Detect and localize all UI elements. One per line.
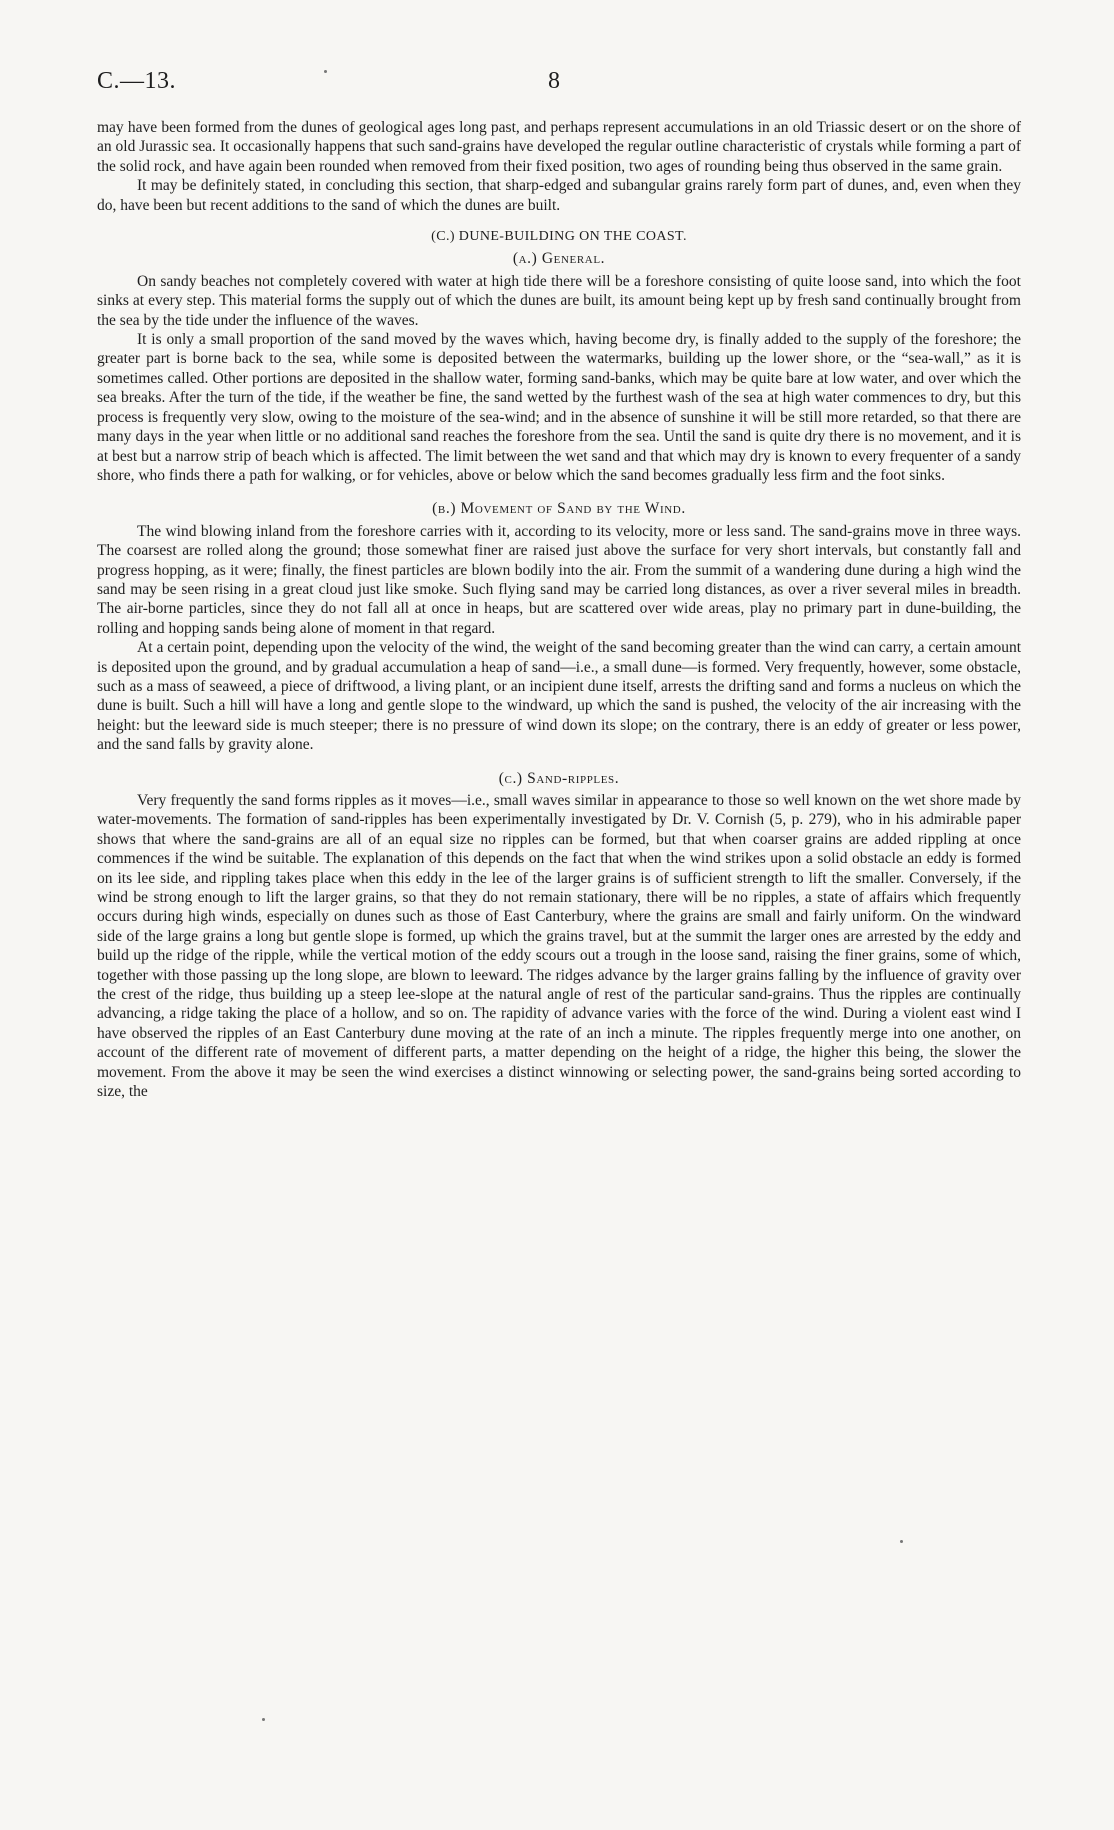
section-heading-dune-building: (C.) DUNE-BUILDING ON THE COAST. xyxy=(431,229,687,245)
paragraph-movement-2: At a certain point, depending upon the velocity of the wind, the weight of the sand becoming greater than the wind can carry, a certain amount is deposited upon the ground, and by gradual accumulation a heap of sand—i.e., a small dune—is formed. Very frequently, however, some obstacle, such as a mass of seaweed, a piece of driftwood, a living plant, or an incipient dune itself, arrests the drifting sand and forms a nucleus on which the dune is built. Such a hill will have a long and gentle slope to the windward, up which the sand is pushed, the velocity of the air increasing with the height: but the leeward side is much steeper; there is no pressure of wind down its slope; on the contrary, there is an eddy of greater or less power, and the sand falls by gravity alone. xyxy=(97,639,1021,754)
paragraph-movement-1: The wind blowing inland from the foreshore carries with it, according to its velocity, more or less sand. The sand-grains move in three ways. The coarsest are rolled along the ground; those somewhat finer are raised just above the surface for very short intervals, but constantly fall and progress hopping, as it were; finally, the finest particles are blown bodily into the air. From the summit of a wandering dune during a high wind the sand may be seen rising in a great cloud just like smoke. Such flying sand may be carried long distances, as over a river several miles in breadth. The air-borne particles, since they do not fall all at once in heaps, but are scattered over wide areas, play no primary part in dune-building, the rolling and hopping sands being alone of moment in that regard. xyxy=(97,522,1021,637)
paragraph-general-1: On sandy beaches not completely covered with water at high tide there will be a foreshore consisting of quite loose sand, into which the foot sinks at every step. This material forms the supply out of which the dunes are built, its amount being kept up by fresh sand continually brought from the sea by the tide under the influence of the waves. xyxy=(97,272,1021,329)
paragraph-general-2: It is only a small proportion of the sand moved by the waves which, having become dry, is finally added to the supply of the foreshore; the greater part is borne back to the sea, while some is deposited between the watermarks, building up the lower shore, or the “sea-wall,” as it is sometimes called. Other portions are deposited in the shallow water, forming sand-banks, which may be quite bare at low water, and over which the sea breaks. After the turn of the tide, if the weather be fine, the sand wetted by the furthest wash of the sea at high water commences to dry, but this process is frequently very slow, owing to the moisture of the sea-wind; and in the absence of sunshine it will be still more retarded, so that there are many days in the year when little or no additional sand reaches the foreshore from the sea. Until the sand is quite dry there is no movement, and it is at best but a narrow strip of beach which is affected. The limit between the wet sand and that which may dry is known to every frequenter of a sandy shore, who finds there a path for walking, or for vehicles, above or below which the sand becomes gradually less firm and the foot sinks. xyxy=(97,331,1021,484)
print-speck xyxy=(324,70,327,73)
subsection-heading-movement-of-sand: (b.) Movement of Sand by the Wind. xyxy=(432,500,686,518)
print-speck xyxy=(262,1718,265,1721)
body-text xyxy=(97,118,1021,1102)
subsection-heading-sand-ripples: (c.) Sand-ripples. xyxy=(498,769,620,787)
paragraph-intro-conclusion: It may be definitely stated, in concluding this section, that sharp-edged and subangular grains rarely form part of dunes, and, even when they do, have been but recent additions to the sand of which the dunes are built. xyxy=(97,177,1021,214)
paragraph-intro-continued: may have been formed from the dunes of geological ages long past, and perhaps represent accumulations in an old Triassic desert or on the shore of an old Jurassic sea. It occasionally happens that such sand-grains have developed the regular outline characteristic of crystals while forming a part of the solid rock, and have again been rounded when removed from their fixed position, two ages of rounding being thus observed in the same grain. xyxy=(97,119,1021,175)
subsection-heading-general: (a.) General. xyxy=(512,250,606,268)
paragraph-sand-ripples: Very frequently the sand forms ripples as it moves—i.e., small waves similar in appearance to those so well known on the wet shore made by water-movements. The formation of sand-ripples has been experimentally investigated by Dr. V. Cornish (5, p. 279), who in his admirable paper shows that where the sand-grains are all of an equal size no ripples can be formed, but that when coarser grains are added rippling at once commences if the wind be suitable. The explanation of this depends on the fact that when the wind strikes upon a solid obstacle an eddy is formed on its lee side, and rippling takes place when this eddy in the lee of the larger grains is of sufficient strength to lift the smaller. Conversely, if the wind be strong enough to lift the larger grains, so that they do not remain stationary, there will be no ripples, a state of affairs which frequently occurs during high winds, especially on dunes such as those of East Canterbury, where the grains are small and fairly uniform. On the windward side of the large grains a long but gentle slope is formed, up which the grains travel, but at the summit the larger ones are arrested by the eddy and build up the ridge of the ripple, while the vertical motion of the eddy scours out a trough in the loose sand, raising the finer grains, some of which, together with those passing up the long slope, are blown to leeward. The ridges advance by the larger grains falling by the influence of gravity over the crest of the ridge, thus building up a steep lee-slope at the natural angle of rest of the particular sand-grains. Thus the ripples are continually advancing, a ridge taking the place of a hollow, and so on. The rapidity of advance varies with the force of the wind. During a violent east wind I have observed the ripples of an East Canterbury dune moving at the rate of an inch a minute. The ripples frequently merge into one another, on account of the different rate of movement of different parts, a matter depending on the height of a ridge, the higher this being, the slower the movement. From the above it may be seen the wind exercises a distinct winnowing or selecting power, the sand-grains being sorted according to size, the xyxy=(97,792,1021,1101)
document-code: C.—13. xyxy=(97,68,177,94)
print-speck xyxy=(900,1540,903,1543)
page-number: 8 xyxy=(548,68,560,94)
